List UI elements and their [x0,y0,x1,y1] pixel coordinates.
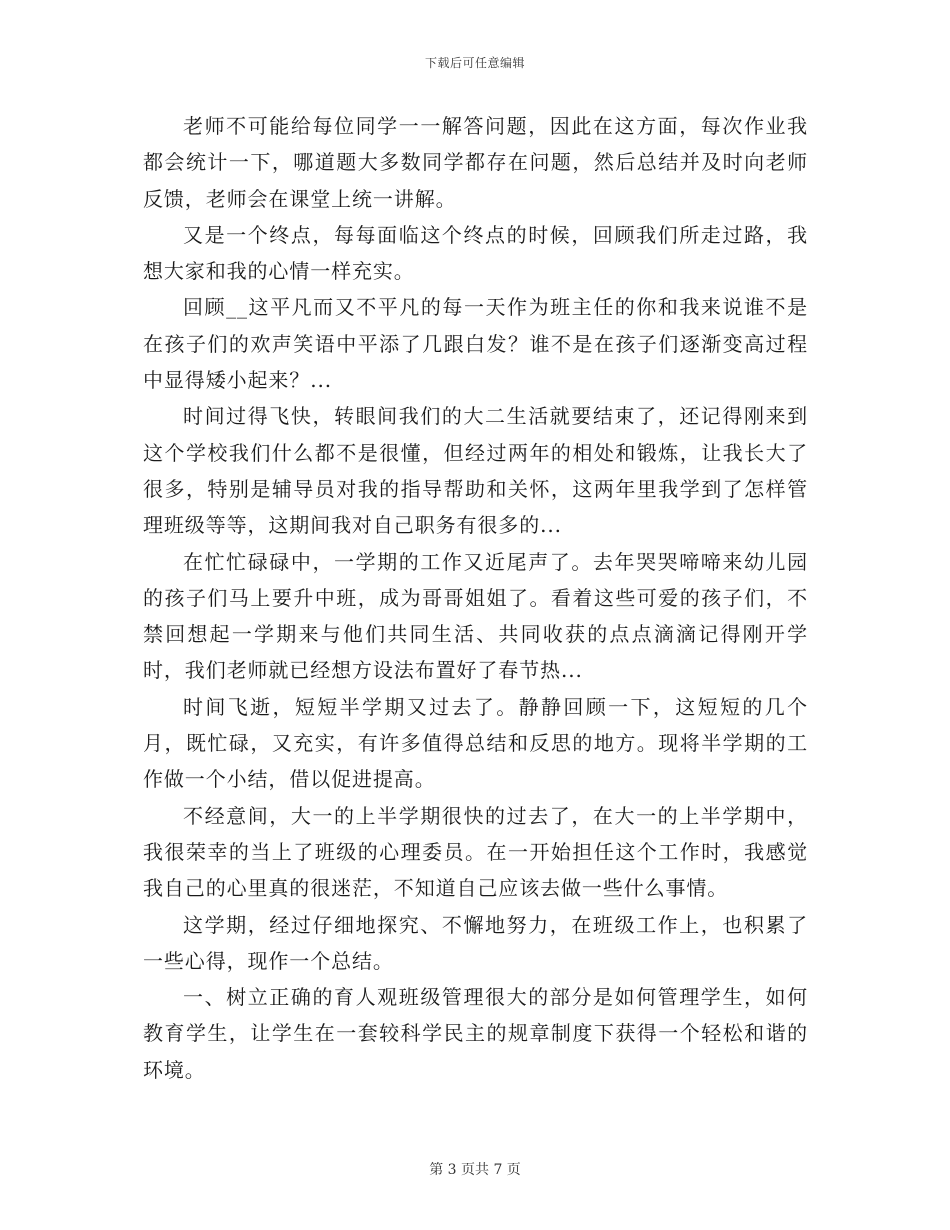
paragraph: 老师不可能给每位同学一一解答问题，因此在这方面，每次作业我都会统计一下，哪道题大多数同学都存在问题，然后总结并及时向老师反馈，老师会在课堂上统一讲解。 [143,114,808,211]
paragraph: 在忙忙碌碌中，一学期的工作又近尾声了。去年哭哭啼啼来幼儿园的孩子们马上要升中班，成为哥哥姐姐了。看着这些可爱的孩子们，不禁回想起一学期来与他们共同生活、共同收获的点点滴滴记得刚开学时，我们老师就已经想方设法布置好了春节热... [143,549,808,683]
page-number: 第 3 页共 7 页 [429,1162,521,1178]
paragraph: 时间飞逝，短短半学期又过去了。静静回顾一下，这短短的几个月，既忙碌，又充实，有许多值得总结和反思的地方。现将半学期的工作做一个小结，借以促进提高。 [143,694,808,792]
paragraph: 这学期，经过仔细地探究、不懈地努力，在班级工作上，也积累了一些心得，现作一个总结。 [143,912,808,973]
header-note: 下载后可任意编辑 [424,56,525,70]
body-text [143,108,808,1088]
paragraph: 一、树立正确的育人观班级管理很大的部分是如何管理学生，如何教育学生，让学生在一套较科学民主的规章制度下获得一个轻松和谐的环境。 [143,985,808,1082]
paragraph: 又是一个终点，每每面临这个终点的时候，回顾我们所走过路，我想大家和我的心情一样充实。 [143,222,808,284]
paragraph: 回顾__这平凡而又不平凡的每一天作为班主任的你和我来说谁不是在孩子们的欢声笑语中平添了几跟白发？谁不是在孩子们逐渐变高过程中显得矮小起来？... [143,295,808,393]
paragraph: 时间过得飞快，转眼间我们的大二生活就要结束了，还记得刚来到这个学校我们什么都不是很懂，但经过两年的相处和锻炼，让我长大了很多，特别是辅导员对我的指导帮助和关怀，这两年里我学到了怎样管理班级等等，这期间我对自己职务有很多的... [143,404,808,538]
paragraph: 不经意间，大一的上半学期很快的过去了，在大一的上半学期中，我很荣幸的当上了班级的心理委员。在一开始担任这个工作时，我感觉我自己的心里真的很迷茫，不知道自己应该去做一些什么事情。 [143,803,808,901]
